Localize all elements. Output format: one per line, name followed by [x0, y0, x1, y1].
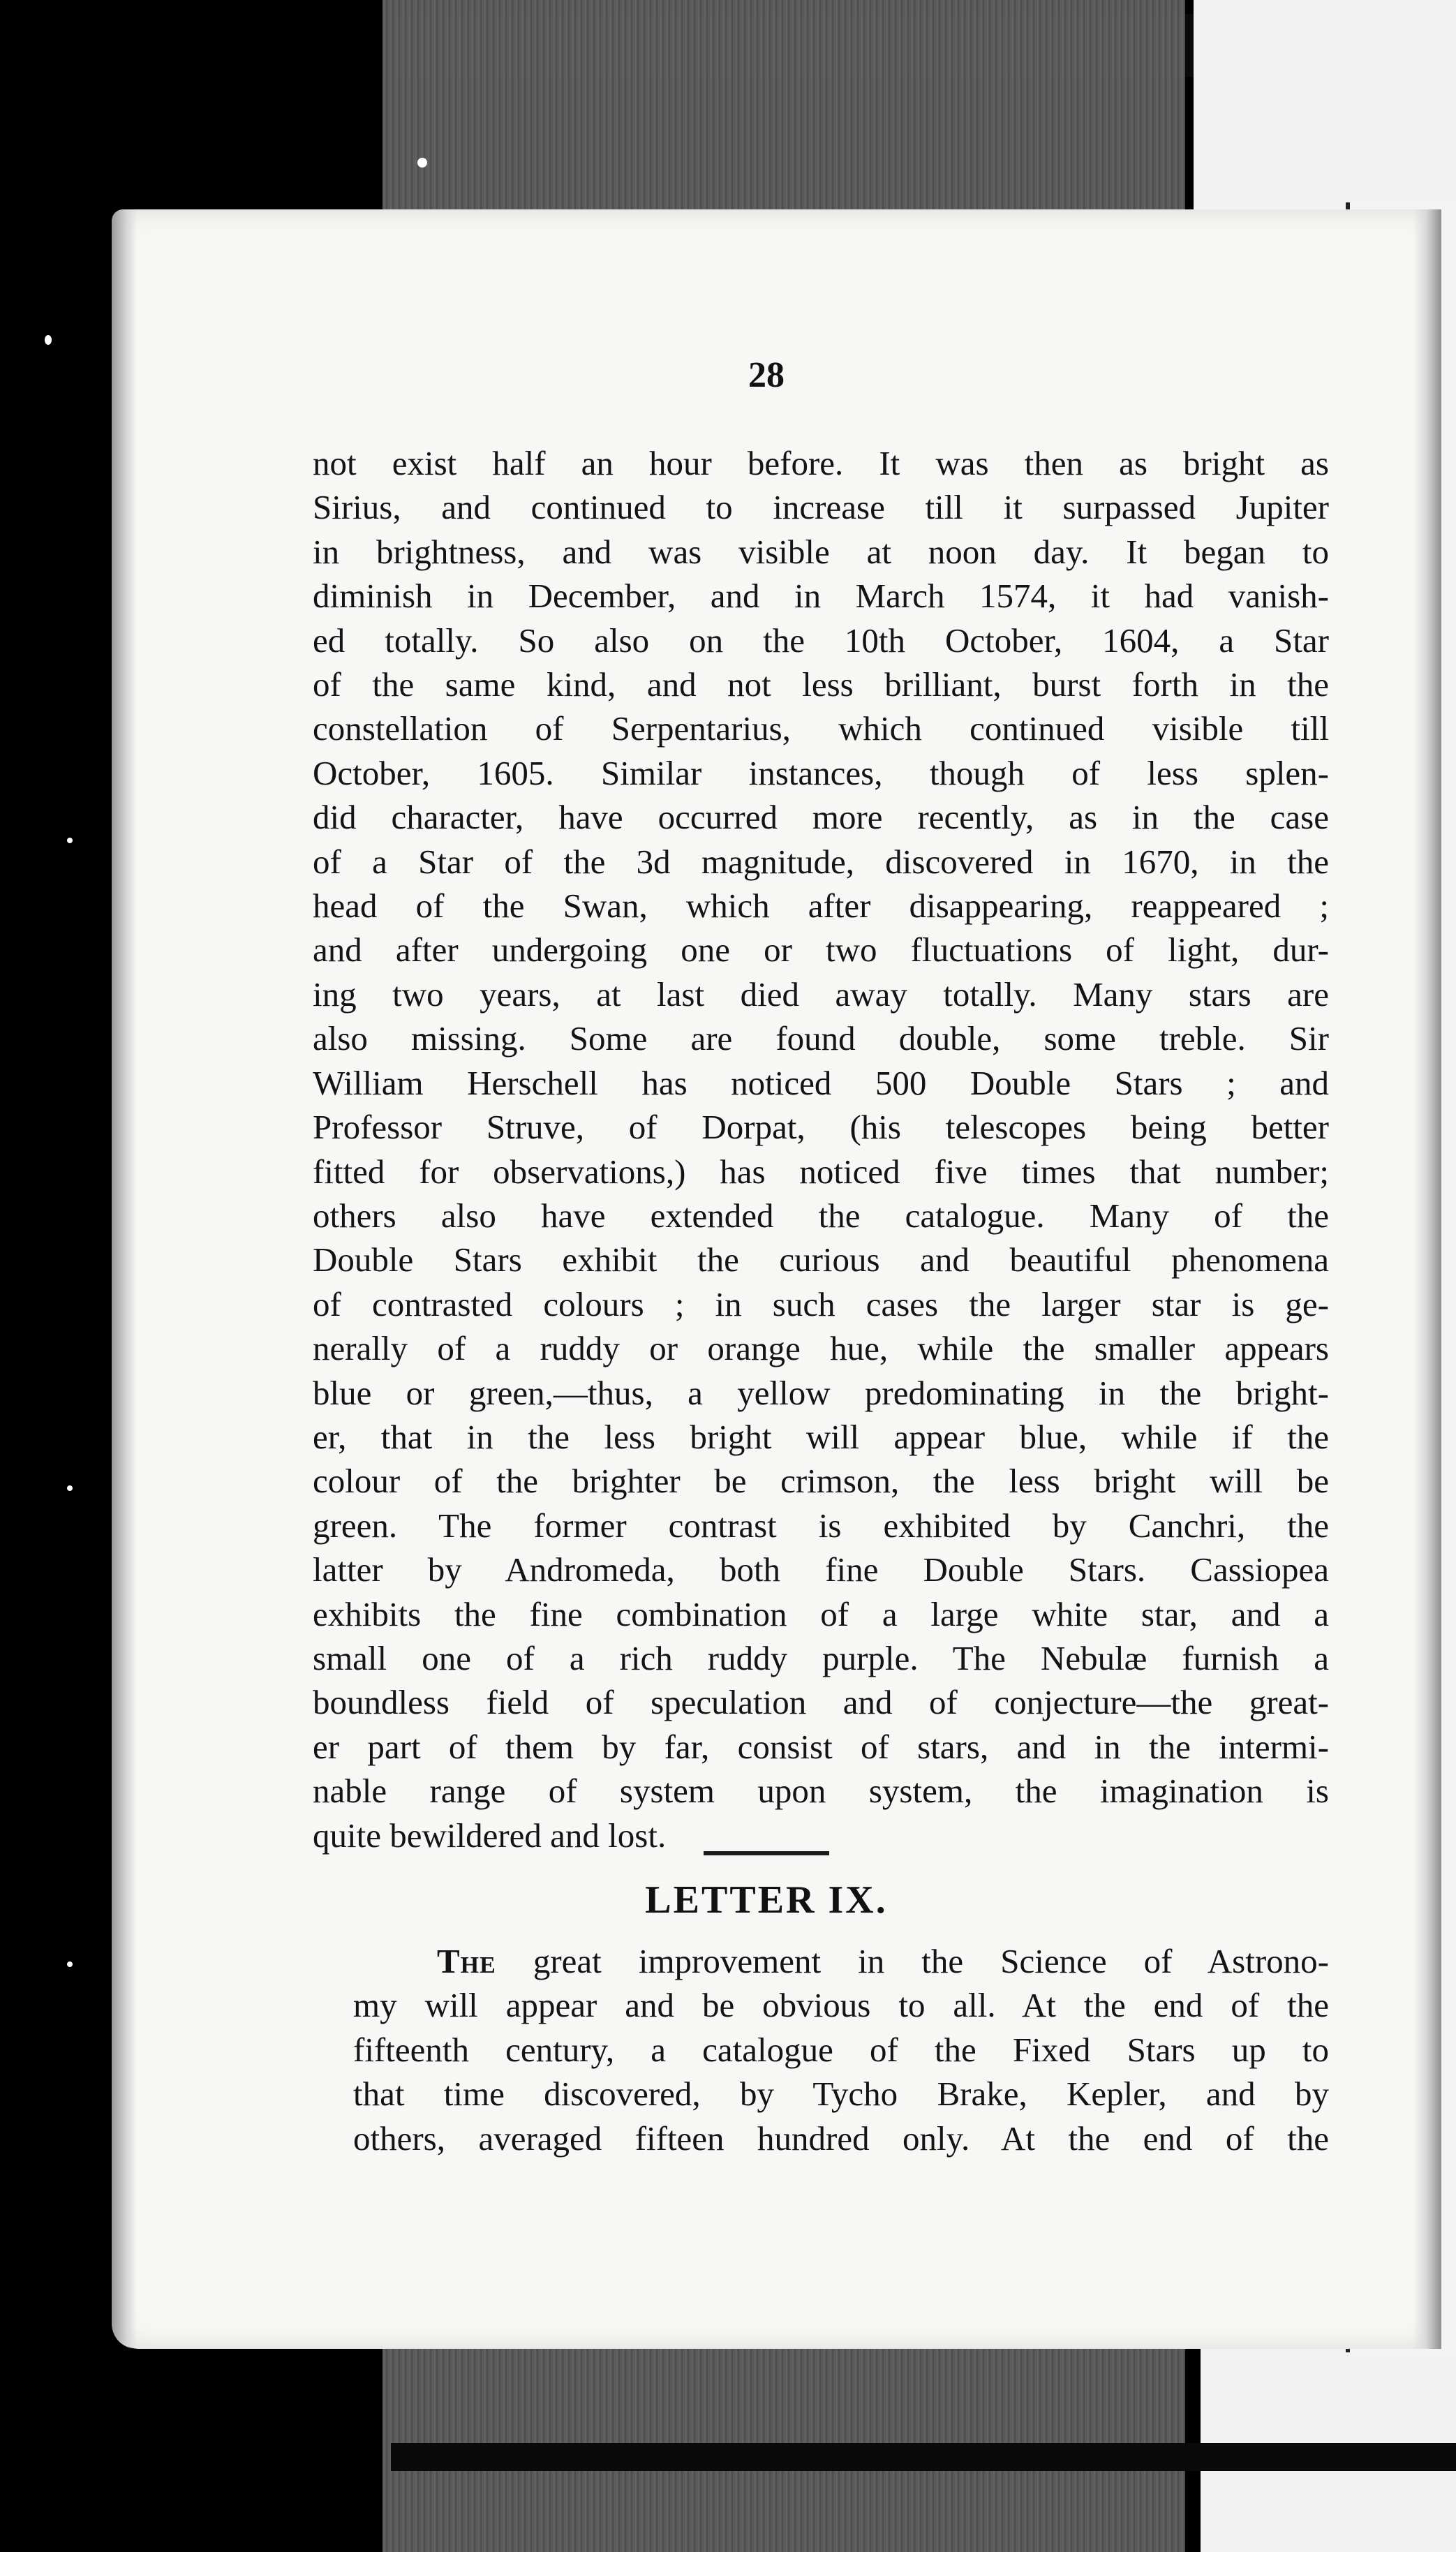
bottom-right-paper-edge — [1201, 2331, 1456, 2552]
text-line: not exist half an hour before. It was then as bright as — [313, 444, 1329, 482]
text-line: small one of a rich ruddy purple. The Nebulæ furnish a — [313, 1638, 1329, 1677]
text-line: Double Stars exhibit the curious and beautiful phenomena — [313, 1240, 1329, 1279]
text-line: exhibits the fine combination of a large white star, and a — [313, 1594, 1329, 1633]
text-line: head of the Swan, which after disappearing, reappeared ; — [313, 886, 1329, 926]
text-line: others, averaged fifteen hundred only. At the end of the — [353, 2119, 1329, 2158]
text-line: also missing. Some are found double, some treble. Sir — [313, 1019, 1329, 1058]
text-line: boundless field of speculation and of conjecture—the great- — [313, 1683, 1329, 1722]
text-line: er part of them by far, consist of stars, and in the intermi- — [313, 1727, 1329, 1766]
text-line: others also have extended the catalogue. Many of the — [313, 1196, 1329, 1235]
text-line: in brightness, and was visible at noon day. It began to — [313, 532, 1329, 571]
text-line: green. The former contrast is exhibited by Canchri, the — [313, 1506, 1329, 1545]
body-paragraph — [313, 441, 1329, 1857]
scan-speck — [67, 1961, 73, 1967]
text-line: of the same kind, and not less brilliant, burst forth in the — [313, 665, 1329, 704]
letter-paragraph — [353, 1939, 1329, 2160]
letter-heading: LETTER IX. — [645, 1878, 888, 1922]
text-line: of a Star of the 3d magnitude, discovered in 1670, in the — [313, 842, 1329, 881]
text-line: and after undergoing one or two fluctuations of light, dur- — [313, 930, 1329, 970]
section-divider — [704, 1851, 829, 1855]
scan-speck — [417, 158, 427, 168]
text-line: William Herschell has noticed 500 Double Stars ; and — [313, 1063, 1329, 1102]
top-right-paper-edge — [1194, 0, 1456, 209]
text-line: ing two years, at last died away totally. Many stars are — [313, 974, 1329, 1014]
scan-speck — [67, 838, 73, 843]
text-line: diminish in December, and in March 1574, it had vanish- — [313, 577, 1329, 616]
text-line: my will appear and be obvious to all. At the end of the — [353, 1986, 1329, 2025]
text-line: nable range of system upon system, the imagination is — [313, 1772, 1329, 1811]
text-line: constellation of Serpentarius, which continued visible till — [313, 709, 1329, 748]
lead-word: The — [437, 1942, 496, 1980]
text-line: that time discovered, by Tycho Brake, Kepler, and by — [353, 2075, 1329, 2114]
top-grey-strip — [382, 0, 1185, 209]
text-line: latter by Andromeda, both fine Double Stars. Cassiopea — [313, 1550, 1329, 1589]
bottom-scan-band — [391, 2443, 1456, 2471]
scan-speck — [67, 1485, 73, 1491]
text-line — [353, 1939, 1329, 1983]
text-line: Sirius, and continued to increase till it surpassed Jupiter — [313, 488, 1329, 527]
text-line: blue or green,—thus, a yellow predominating in the bright- — [313, 1373, 1329, 1412]
text-line: Professor Struve, of Dorpat, (his telescopes being better — [313, 1108, 1329, 1147]
text-line: fifteenth century, a catalogue of the Fixed Stars up to — [353, 2030, 1329, 2069]
scan-speck — [45, 335, 52, 345]
page-number: 28 — [748, 355, 785, 395]
text-line: October, 1605. Similar instances, though of less splen- — [313, 753, 1329, 792]
text-line: ed totally. So also on the 10th October, 1604, a Star — [313, 621, 1329, 660]
text-line: er, that in the less bright will appear blue, while if the — [313, 1417, 1329, 1456]
text-line: nerally of a ruddy or orange hue, while the smaller appears — [313, 1329, 1329, 1368]
text-line: colour of the brighter be crimson, the less bright will be — [313, 1462, 1329, 1501]
text-line: fitted for observations,) has noticed five times that number; — [313, 1152, 1329, 1191]
text-line: of contrasted colours ; in such cases the larger star is ge- — [313, 1284, 1329, 1323]
text-line-rest: great improvement in the Science of Astrono- — [533, 1942, 1329, 1980]
text-line: quite bewildered and lost. — [313, 1816, 667, 1855]
text-line: did character, have occurred more recently, as in the case — [313, 798, 1329, 837]
